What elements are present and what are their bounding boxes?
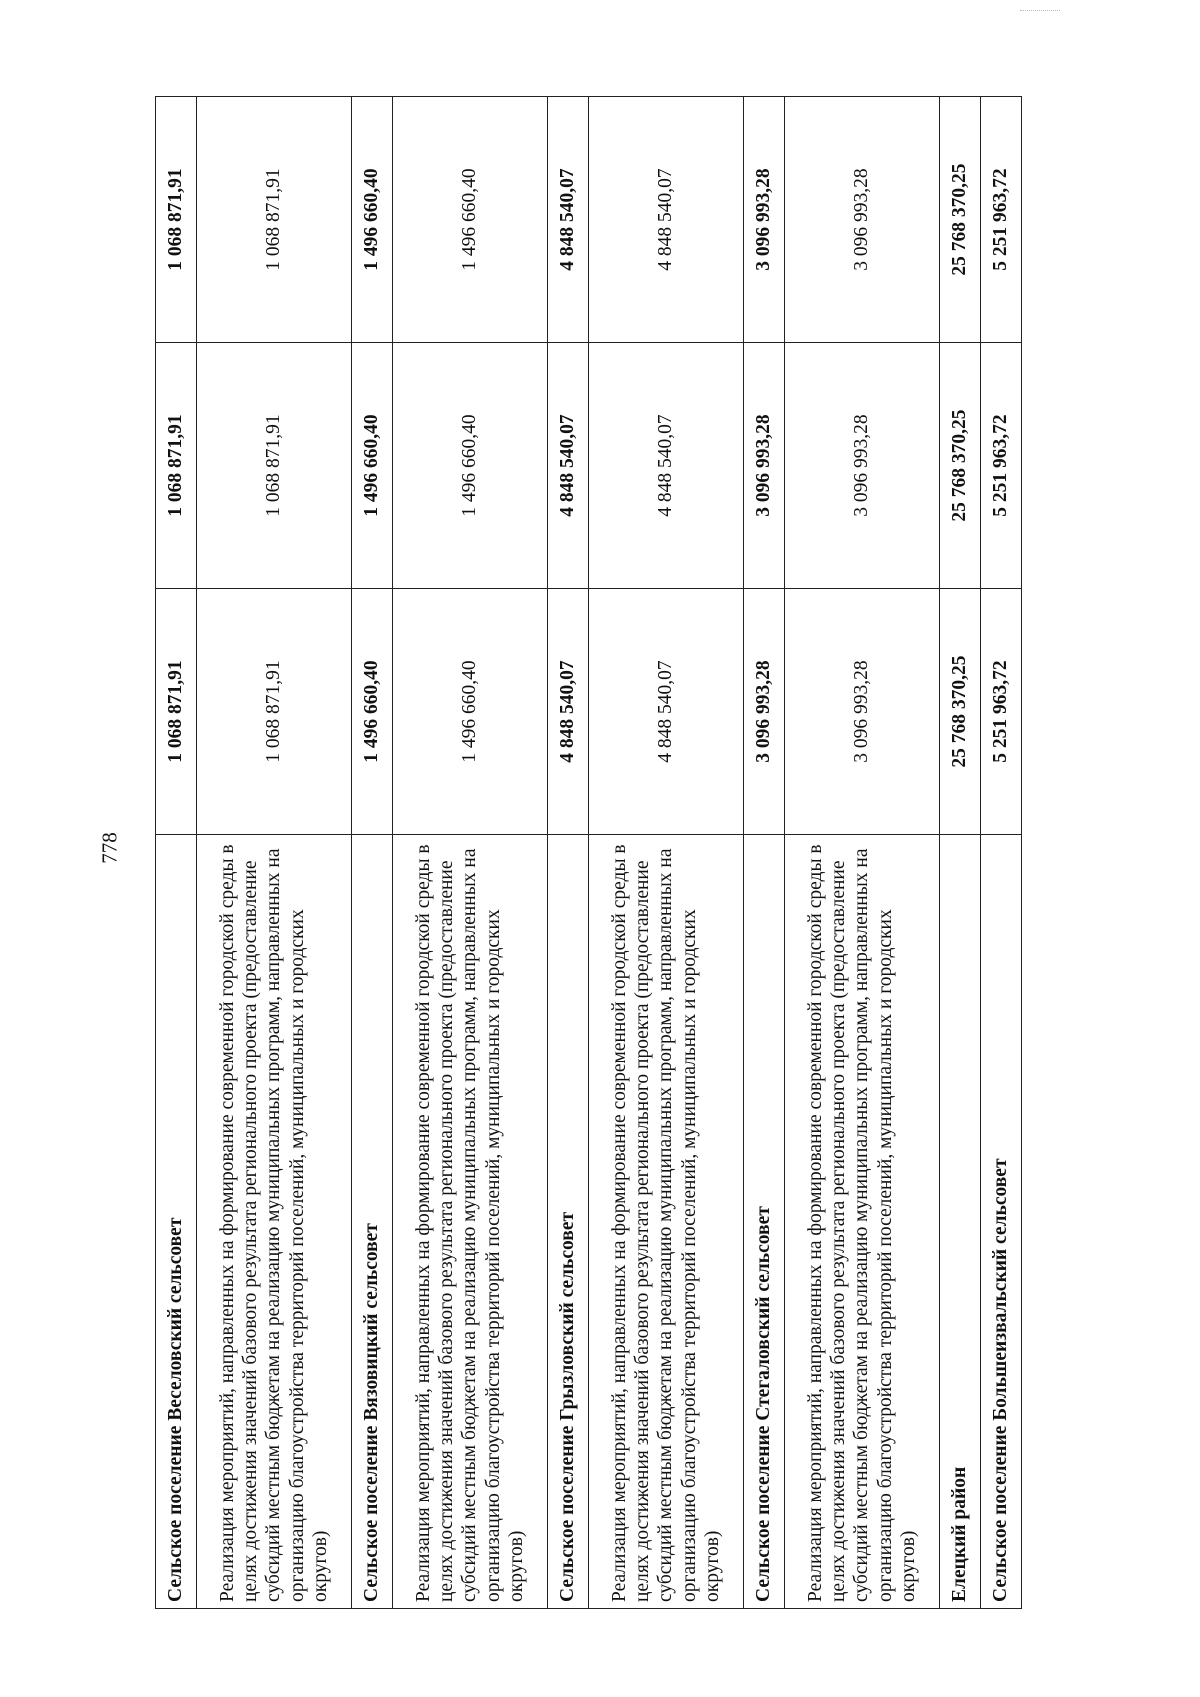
row-value-3: 25 768 370,25 — [940, 97, 981, 343]
row-value-2: 1 068 871,91 — [197, 343, 352, 589]
row-value-3: 1 068 871,91 — [197, 97, 352, 343]
table-row — [197, 97, 352, 1609]
row-value-3: 1 068 871,91 — [156, 97, 197, 343]
row-value-2: 25 768 370,25 — [940, 343, 981, 589]
table-row — [156, 97, 197, 1609]
row-value-1: 1 496 660,40 — [393, 589, 548, 835]
row-value-2: 3 096 993,28 — [785, 343, 940, 589]
table-row — [785, 97, 940, 1609]
row-value-3: 4 848 540,07 — [548, 97, 589, 343]
row-value-2: 5 251 963,72 — [981, 343, 1022, 589]
row-value-3: 4 848 540,07 — [589, 97, 744, 343]
rotated-table-wrapper — [155, 97, 1012, 1609]
row-value-1: 1 068 871,91 — [197, 589, 352, 835]
row-value-3: 3 096 993,28 — [744, 97, 785, 343]
row-value-2: 4 848 540,07 — [548, 343, 589, 589]
table-row — [393, 97, 548, 1609]
row-value-2: 4 848 540,07 — [589, 343, 744, 589]
row-value-1: 25 768 370,25 — [940, 589, 981, 835]
row-value-3: 1 496 660,40 — [352, 97, 393, 343]
budget-table — [155, 96, 1022, 1609]
row-value-3: 3 096 993,28 — [785, 97, 940, 343]
table-body — [156, 97, 1022, 1609]
row-value-1: 4 848 540,07 — [589, 589, 744, 835]
row-name: Реализация мероприятий, направленных на формирование современной городской среды в целях достижения значений базового результата регионального проекта (предоставление субсидий местным бюджетам на реализацию муниципальных программ, направленных на организацию благоустройства территорий поселений, муниципальных и городских округов) — [589, 835, 744, 1609]
row-value-1: 4 848 540,07 — [548, 589, 589, 835]
row-name: Реализация мероприятий, направленных на формирование современной городской среды в целях достижения значений базового результата регионального проекта (предоставление субсидий местным бюджетам на реализацию муниципальных программ, направленных на организацию благоустройства территорий поселений, муниципальных и городских округов) — [785, 835, 940, 1609]
row-value-3: 1 496 660,40 — [393, 97, 548, 343]
row-value-1: 3 096 993,28 — [785, 589, 940, 835]
row-value-3: 5 251 963,72 — [981, 97, 1022, 343]
row-value-2: 3 096 993,28 — [744, 343, 785, 589]
row-value-2: 1 496 660,40 — [393, 343, 548, 589]
row-name: Сельское поселение Вязовицкий сельсовет — [352, 835, 393, 1609]
table-row — [548, 97, 589, 1609]
row-name: Сельское поселение Большеизвальский сельсовет — [981, 835, 1022, 1609]
table-row — [940, 97, 981, 1609]
row-value-1: 1 068 871,91 — [156, 589, 197, 835]
table-row — [981, 97, 1022, 1609]
row-name: Реализация мероприятий, направленных на формирование современной городской среды в целях достижения значений базового результата регионального проекта (предоставление субсидий местным бюджетам на реализацию муниципальных программ, направленных на организацию благоустройства территорий поселений, муниципальных и городских округов) — [197, 835, 352, 1609]
row-name: Сельское поселение Веселовский сельсовет — [156, 835, 197, 1609]
page-number: 778 — [97, 832, 122, 864]
row-value-1: 5 251 963,72 — [981, 589, 1022, 835]
scan-artifact — [1020, 10, 1060, 13]
row-name: Реализация мероприятий, направленных на формирование современной городской среды в целях достижения значений базового результата регионального проекта (предоставление субсидий местным бюджетам на реализацию муниципальных программ, направленных на организацию благоустройства территорий поселений, муниципальных и городских округов) — [393, 835, 548, 1609]
row-value-2: 1 068 871,91 — [156, 343, 197, 589]
row-name: Елецкий район — [940, 835, 981, 1609]
row-name: Сельское поселение Грызловский сельсовет — [548, 835, 589, 1609]
row-value-2: 1 496 660,40 — [352, 343, 393, 589]
table-row — [352, 97, 393, 1609]
row-value-1: 1 496 660,40 — [352, 589, 393, 835]
row-name: Сельское поселение Стегаловский сельсовет — [744, 835, 785, 1609]
row-value-1: 3 096 993,28 — [744, 589, 785, 835]
table-row — [744, 97, 785, 1609]
table-row — [589, 97, 744, 1609]
